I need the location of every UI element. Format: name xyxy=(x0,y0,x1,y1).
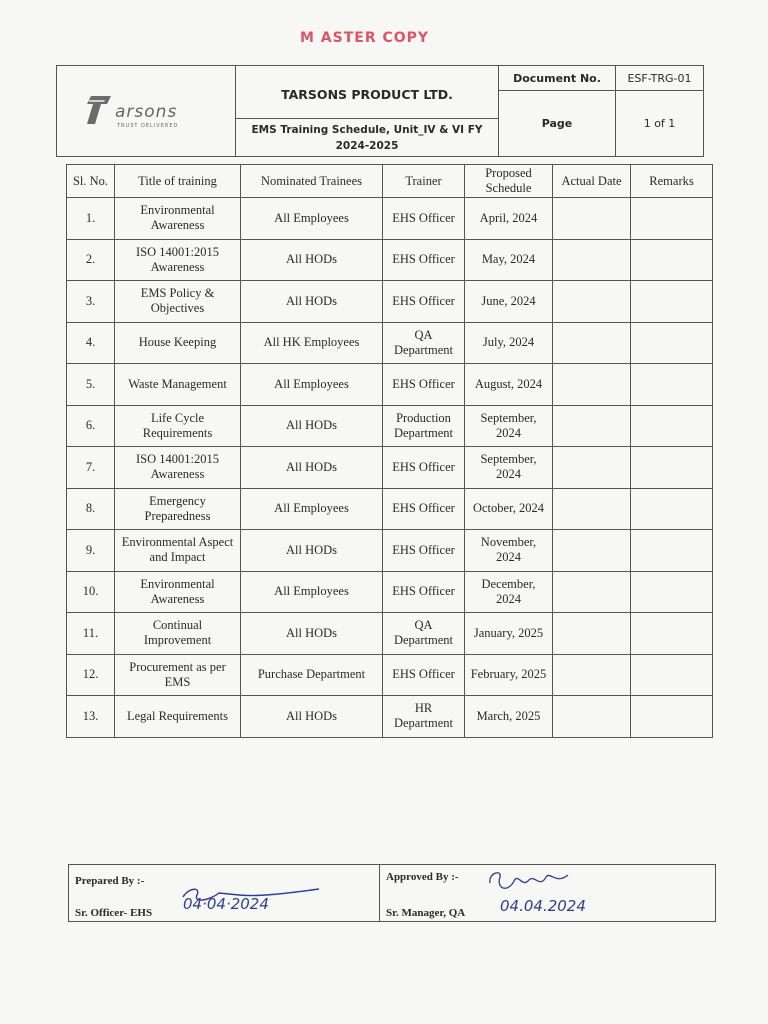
trainer-cell: EHS Officer xyxy=(383,530,465,572)
actual-date-cell xyxy=(553,198,631,240)
title-cell: ISO 14001:2015 Awareness xyxy=(115,239,241,281)
trainees-cell: All Employees xyxy=(241,364,383,406)
doc-no-label: Document No. xyxy=(499,66,616,90)
title-cell: Legal Requirements xyxy=(115,696,241,738)
trainees-cell: Purchase Department xyxy=(241,654,383,696)
title-cell: EMS Policy & Objectives xyxy=(115,281,241,323)
title-cell: House Keeping xyxy=(115,322,241,364)
logo-wordmark: arsons xyxy=(115,102,178,122)
actual-date-cell xyxy=(553,530,631,572)
remarks-cell xyxy=(631,530,713,572)
actual-date-cell xyxy=(553,405,631,447)
trainer-cell: EHS Officer xyxy=(383,488,465,530)
trainees-cell: All HK Employees xyxy=(241,322,383,364)
page-value: 1 of 1 xyxy=(643,117,676,130)
doc-no-value: ESF-TRG-01 xyxy=(627,71,692,85)
table-row xyxy=(67,281,713,323)
schedule-cell: February, 2025 xyxy=(465,654,553,696)
table-header-row xyxy=(67,165,713,198)
approved-by-label: Approved By :- xyxy=(386,871,459,883)
trainees-cell: All HODs xyxy=(241,281,383,323)
document-meta xyxy=(499,66,703,156)
schedule-cell: September, 2024 xyxy=(465,447,553,489)
trainees-cell: All Employees xyxy=(241,488,383,530)
trainees-cell: All Employees xyxy=(241,198,383,240)
title-cell: Emergency Preparedness xyxy=(115,488,241,530)
actual-date-cell xyxy=(553,447,631,489)
trainer-cell: QA Department xyxy=(383,613,465,655)
signature-block xyxy=(68,864,716,922)
sl-no-cell: 2. xyxy=(67,239,115,281)
sl-no-cell: 12. xyxy=(67,654,115,696)
remarks-cell xyxy=(631,239,713,281)
table-row xyxy=(67,530,713,572)
actual-date-cell xyxy=(553,488,631,530)
schedule-cell: July, 2024 xyxy=(465,322,553,364)
remarks-cell xyxy=(631,696,713,738)
document-header xyxy=(56,65,704,157)
sl-no-cell: 3. xyxy=(67,281,115,323)
remarks-cell xyxy=(631,281,713,323)
schedule-cell: October, 2024 xyxy=(465,488,553,530)
remarks-cell xyxy=(631,364,713,406)
schedule-cell: May, 2024 xyxy=(465,239,553,281)
remarks-cell xyxy=(631,405,713,447)
schedule-cell: December, 2024 xyxy=(465,571,553,613)
doc-no-row xyxy=(499,66,703,91)
title-cell: Environmental Awareness xyxy=(115,571,241,613)
prepared-by-cell xyxy=(69,865,380,921)
page-label: Page xyxy=(499,91,616,156)
sl-no-cell: 6. xyxy=(67,405,115,447)
actual-date-cell xyxy=(553,281,631,323)
table-row xyxy=(67,364,713,406)
col-header-proposed-schedule: Proposed Schedule xyxy=(465,165,553,198)
logo-cell xyxy=(57,66,236,156)
sl-no-cell: 4. xyxy=(67,322,115,364)
remarks-cell xyxy=(631,613,713,655)
trainer-cell: EHS Officer xyxy=(383,447,465,489)
tarsons-logo-icon xyxy=(85,92,113,128)
table-row xyxy=(67,405,713,447)
table-row xyxy=(67,696,713,738)
remarks-cell xyxy=(631,198,713,240)
master-copy-stamp: M ASTER COPY xyxy=(300,30,430,46)
table-row xyxy=(67,571,713,613)
table-row xyxy=(67,654,713,696)
sl-no-cell: 8. xyxy=(67,488,115,530)
schedule-cell: November, 2024 xyxy=(465,530,553,572)
title-cell: Environmental Awareness xyxy=(115,198,241,240)
sl-no-cell: 9. xyxy=(67,530,115,572)
schedule-cell: August, 2024 xyxy=(465,364,553,406)
title-cell: Continual Improvement xyxy=(115,613,241,655)
approved-date: 04.04.2024 xyxy=(500,897,586,915)
title-cell: Waste Management xyxy=(115,364,241,406)
col-header-title: Title of training xyxy=(115,165,241,198)
trainer-cell: EHS Officer xyxy=(383,364,465,406)
actual-date-cell xyxy=(553,239,631,281)
actual-date-cell xyxy=(553,364,631,406)
sl-no-cell: 5. xyxy=(67,364,115,406)
actual-date-cell xyxy=(553,571,631,613)
table-row xyxy=(67,613,713,655)
sl-no-cell: 11. xyxy=(67,613,115,655)
actual-date-cell xyxy=(553,696,631,738)
col-header-actual-date: Actual Date xyxy=(553,165,631,198)
schedule-cell: September, 2024 xyxy=(465,405,553,447)
trainees-cell: All HODs xyxy=(241,239,383,281)
actual-date-cell xyxy=(553,613,631,655)
prepared-by-label: Prepared By :- xyxy=(75,875,145,887)
trainer-cell: EHS Officer xyxy=(383,571,465,613)
remarks-cell xyxy=(631,488,713,530)
trainer-cell: QA Department xyxy=(383,322,465,364)
trainees-cell: All HODs xyxy=(241,447,383,489)
training-schedule-table xyxy=(66,164,713,738)
approved-by-cell xyxy=(380,865,715,921)
sl-no-cell: 7. xyxy=(67,447,115,489)
table-row xyxy=(67,198,713,240)
trainer-cell: EHS Officer xyxy=(383,239,465,281)
title-cell xyxy=(236,66,499,156)
trainer-cell: Production Department xyxy=(383,405,465,447)
trainer-cell: EHS Officer xyxy=(383,198,465,240)
approved-signature xyxy=(484,867,574,897)
table-row xyxy=(67,488,713,530)
trainer-cell: EHS Officer xyxy=(383,281,465,323)
sl-no-cell: 13. xyxy=(67,696,115,738)
title-cell: Environmental Aspect and Impact xyxy=(115,530,241,572)
schedule-cell: June, 2024 xyxy=(465,281,553,323)
prepared-by-role: Sr. Officer- EHS xyxy=(75,907,153,919)
trainees-cell: All Employees xyxy=(241,571,383,613)
logo-tagline: TRUST DELIVERED xyxy=(117,123,179,129)
trainees-cell: All HODs xyxy=(241,613,383,655)
tarsons-logo xyxy=(91,96,211,136)
actual-date-cell xyxy=(553,654,631,696)
remarks-cell xyxy=(631,447,713,489)
schedule-cell: March, 2025 xyxy=(465,696,553,738)
sl-no-cell: 1. xyxy=(67,198,115,240)
col-header-trainees: Nominated Trainees xyxy=(241,165,383,198)
col-header-sl-no: Sl. No. xyxy=(67,165,115,198)
remarks-cell xyxy=(631,654,713,696)
document-subtitle: EMS Training Schedule, Unit_IV & VI FY 2024-2025 xyxy=(251,123,483,152)
table-row xyxy=(67,239,713,281)
schedule-cell: April, 2024 xyxy=(465,198,553,240)
trainer-cell: HR Department xyxy=(383,696,465,738)
trainees-cell: All HODs xyxy=(241,530,383,572)
trainer-cell: EHS Officer xyxy=(383,654,465,696)
col-header-trainer: Trainer xyxy=(383,165,465,198)
trainees-cell: All HODs xyxy=(241,405,383,447)
table-row xyxy=(67,447,713,489)
actual-date-cell xyxy=(553,322,631,364)
title-cell: Procurement as per EMS xyxy=(115,654,241,696)
trainees-cell: All HODs xyxy=(241,696,383,738)
company-name: TARSONS PRODUCT LTD. xyxy=(236,66,498,119)
remarks-cell xyxy=(631,571,713,613)
col-header-remarks: Remarks xyxy=(631,165,713,198)
sl-no-cell: 10. xyxy=(67,571,115,613)
approved-by-role: Sr. Manager, QA xyxy=(386,907,466,919)
page-row xyxy=(499,91,703,156)
remarks-cell xyxy=(631,322,713,364)
table-row xyxy=(67,322,713,364)
title-cell: ISO 14001:2015 Awareness xyxy=(115,447,241,489)
prepared-date: 04·04·2024 xyxy=(183,895,269,913)
schedule-cell: January, 2025 xyxy=(465,613,553,655)
title-cell: Life Cycle Requirements xyxy=(115,405,241,447)
